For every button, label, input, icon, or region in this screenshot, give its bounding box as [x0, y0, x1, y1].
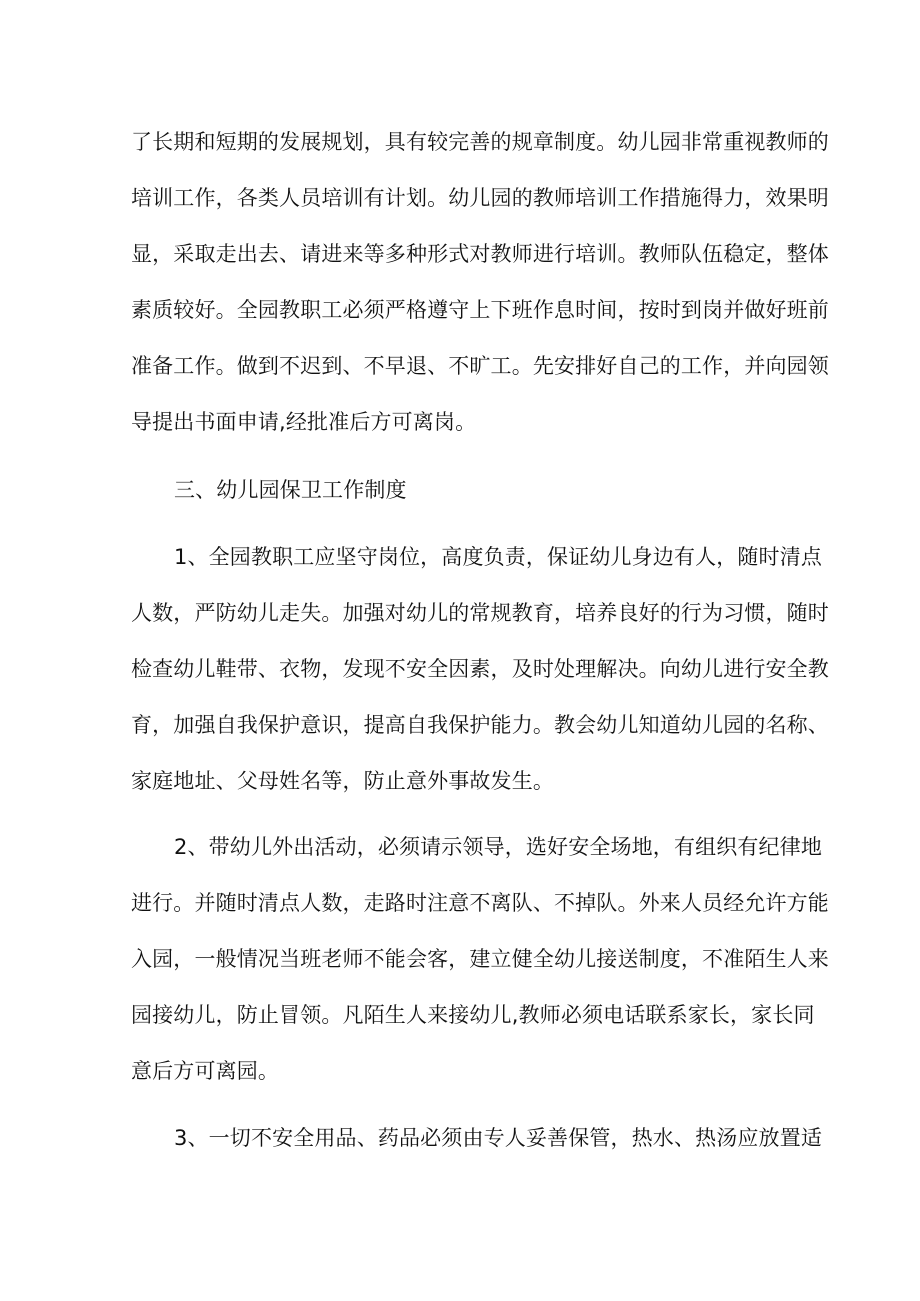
paragraph-1-line-5: 准备工作。做到不迟到、不早退、不旷工。先安排好自己的工作，并向园领 [131, 354, 829, 378]
paragraph-1-line-1: 了长期和短期的发展规划，具有较完善的规章制度。幼儿园非常重视教师的 [131, 130, 829, 154]
paragraph-1-line-6: 导提出书面申请,经批准后方可离岗。 [131, 410, 477, 434]
item-1-line-4: 育，加强自我保护意识，提高自我保护能力。教会幼儿知道幼儿园的名称、 [131, 713, 829, 737]
item-2-line-2: 进行。并随时清点人数，走路时注意不离队、不掉队。外来人员经允许方能 [131, 891, 829, 915]
item-1-line-3: 检查幼儿鞋带、衣物，发现不安全因素，及时处理解决。向幼儿进行安全教 [131, 657, 829, 681]
paragraph-1-line-3: 显，采取走出去、请进来等多种形式对教师进行培训。教师队伍稳定，整体 [131, 242, 829, 266]
item-1-line-2: 人数，严防幼儿走失。加强对幼儿的常规教育，培养良好的行为习惯，随时 [131, 601, 829, 625]
paragraph-1-line-4: 素质较好。全园教职工必须严格遵守上下班作息时间，按时到岗并做好班前 [131, 298, 829, 322]
item-2-line-3: 入园，一般情况当班老师不能会客，建立健全幼儿接送制度，不准陌生人来 [131, 947, 829, 971]
item-1-line-1: 1、全园教职工应坚守岗位，高度负责，保证幼儿身边有人，随时清点 [174, 545, 823, 569]
paragraph-1-line-2: 培训工作，各类人员培训有计划。幼儿园的教师培训工作措施得力，效果明 [131, 186, 829, 210]
item-1-line-5: 家庭地址、父母姓名等，防止意外事故发生。 [131, 769, 554, 793]
item-2-line-5: 意后方可离园。 [131, 1059, 280, 1083]
item-3-line-1: 3、一切不安全用品、药品必须由专人妥善保管，热水、热汤应放置适 [174, 1126, 823, 1150]
section-heading: 三、幼儿园保卫工作制度 [174, 478, 407, 502]
item-2-line-1: 2、带幼儿外出活动，必须请示领导，选好安全场地，有组织有纪律地 [174, 835, 823, 859]
item-2-line-4: 园接幼儿，防止冒领。凡陌生人来接幼儿,教师必须电话联系家长，家长同 [131, 1003, 815, 1027]
